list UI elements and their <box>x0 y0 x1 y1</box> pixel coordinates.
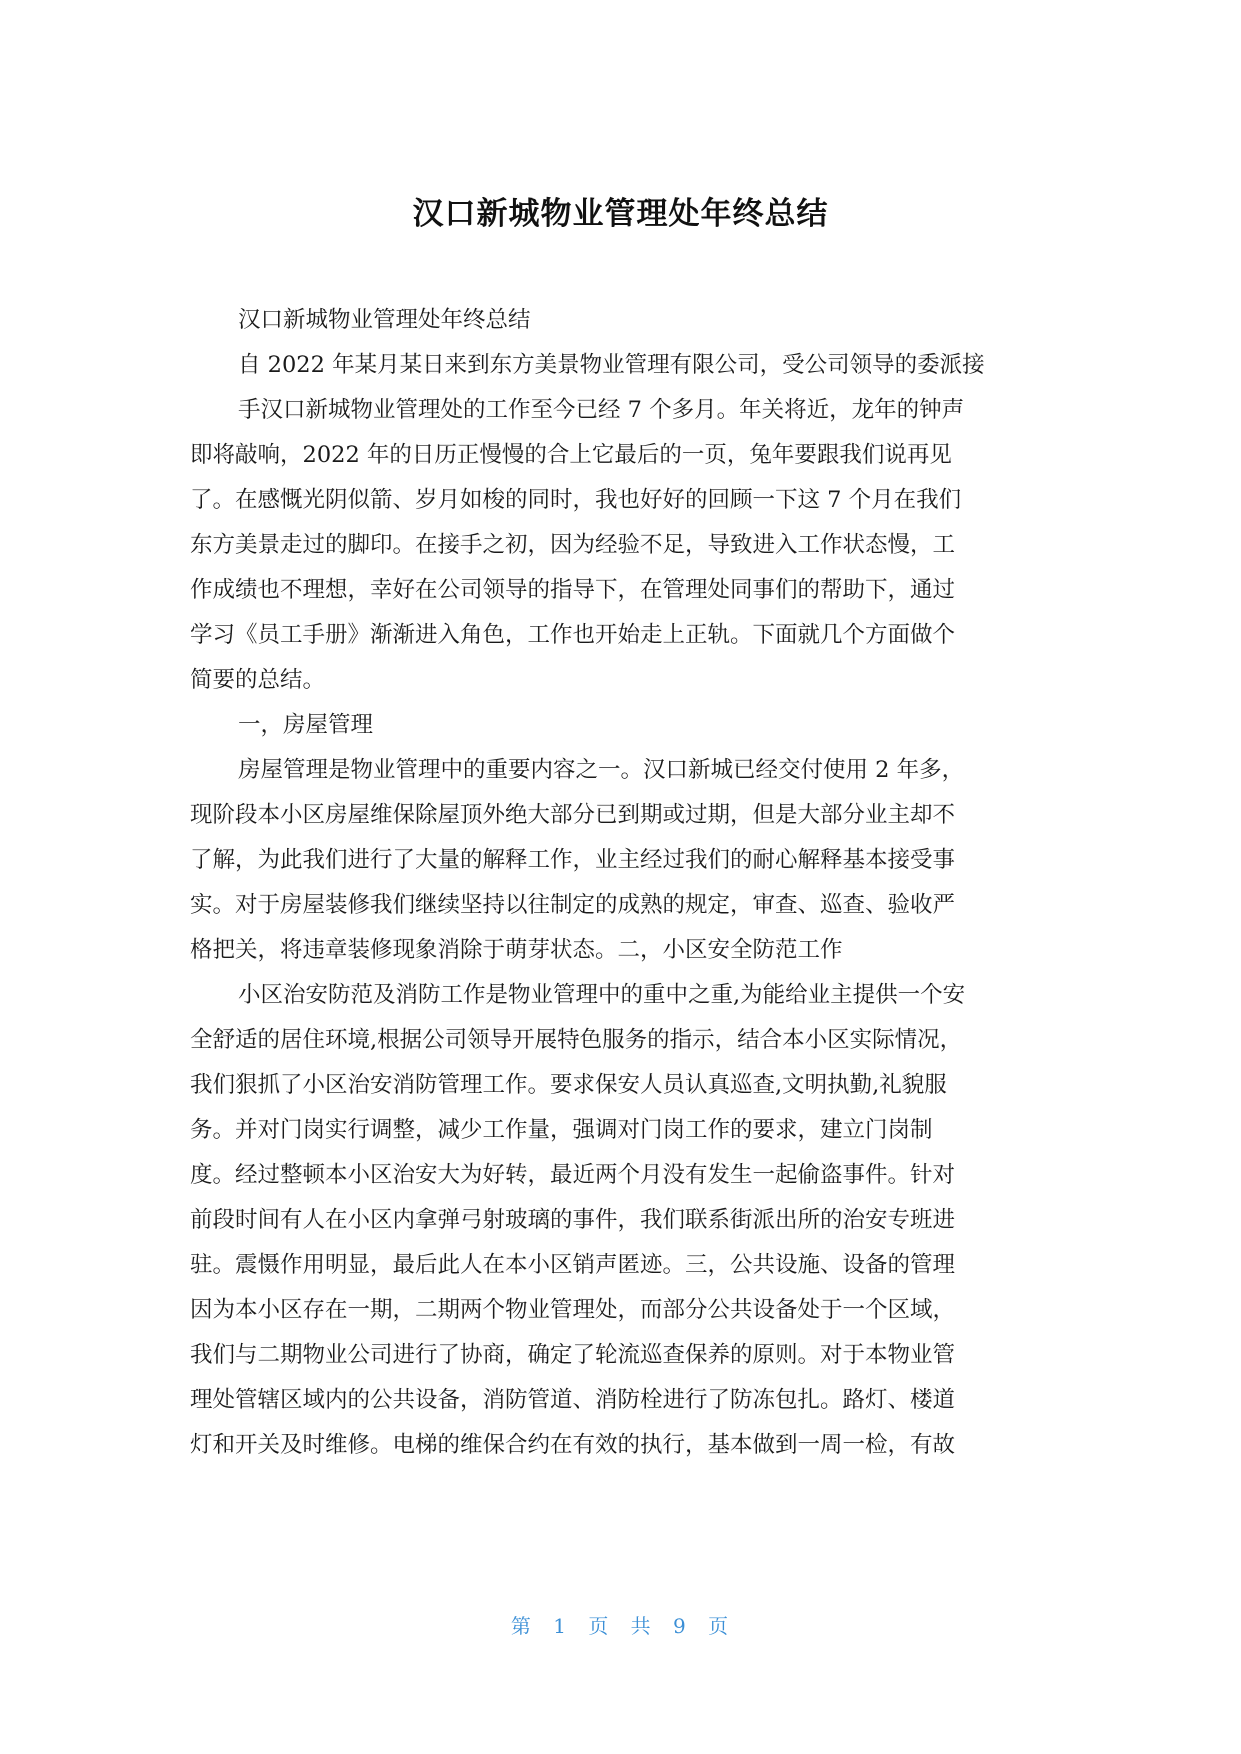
text-line: 度。经过整顿本小区治安大为好转，最近两个月没有发生一起偷盗事件。针对 <box>190 1162 956 1188</box>
text-line: 实。对于房屋装修我们继续坚持以往制定的成熟的规定，审查、巡查、验收严 <box>190 892 956 918</box>
text-line: 灯和开关及时维修。电梯的维保合约在有效的执行，基本做到一周一检，有故 <box>190 1432 956 1458</box>
text-line: 作成绩也不理想，幸好在公司领导的指导下，在管理处同事们的帮助下，通过 <box>190 577 956 603</box>
text-line: 手汉口新城物业管理处的工作至今已经 7 个多月。年关将近，龙年的钟声 <box>238 397 965 423</box>
text-line: 全舒适的居住环境,根据公司领导开展特色服务的指示，结合本小区实际情况， <box>190 1027 963 1053</box>
text-line: 东方美景走过的脚印。在接手之初，因为经验不足，导致进入工作状态慢，工 <box>190 532 956 558</box>
text-line: 自 2022 年某月某日来到东方美景物业管理有限公司，受公司领导的委派接 <box>238 352 985 378</box>
text-line: 即将敲响，2022 年的日历正慢慢的合上它最后的一页，兔年要跟我们说再见 <box>190 442 952 468</box>
text-line: 我们与二期物业公司进行了协商，确定了轮流巡查保养的原则。对于本物业管 <box>190 1342 956 1368</box>
text-line: 格把关，将违章装修现象消除于萌芽状态。二，小区安全防范工作 <box>190 937 843 963</box>
page-number-footer: 第 1 页 共 9 页 <box>510 1614 731 1638</box>
text-line: 了。在感慨光阴似箭、岁月如梭的同时，我也好好的回顾一下这 7 个月在我们 <box>190 487 962 513</box>
text-line: 房屋管理是物业管理中的重要内容之一。汉口新城已经交付使用 2 年多， <box>238 757 965 783</box>
text-line: 我们狠抓了小区治安消防管理工作。要求保安人员认真巡查,文明执勤,礼貌服 <box>190 1072 947 1098</box>
text-line: 了解，为此我们进行了大量的解释工作，业主经过我们的耐心解释基本接受事 <box>190 847 956 873</box>
text-line: 汉口新城物业管理处年终总结 <box>238 307 531 333</box>
text-line: 务。并对门岗实行调整，减少工作量，强调对门岗工作的要求，建立门岗制 <box>190 1117 933 1143</box>
section-heading: 一，房屋管理 <box>238 712 374 738</box>
page-title: 汉口新城物业管理处年终总结 <box>412 196 829 232</box>
text-line: 理处管辖区域内的公共设备，消防管道、消防栓进行了防冻包扎。路灯、楼道 <box>190 1387 956 1413</box>
text-line: 学习《员工手册》渐渐进入角色，工作也开始走上正轨。下面就几个方面做个 <box>190 622 956 648</box>
text-line: 现阶段本小区房屋维保除屋顶外绝大部分已到期或过期，但是大部分业主却不 <box>190 802 956 828</box>
text-line: 前段时间有人在小区内拿弹弓射玻璃的事件，我们联系街派出所的治安专班进 <box>190 1207 956 1233</box>
text-line: 小区治安防范及消防工作是物业管理中的重中之重,为能给业主提供一个安 <box>238 982 966 1008</box>
text-line: 驻。震慑作用明显，最后此人在本小区销声匿迹。三，公共设施、设备的管理 <box>190 1252 956 1278</box>
text-line: 因为本小区存在一期，二期两个物业管理处，而部分公共设备处于一个区域， <box>190 1297 956 1323</box>
text-line: 简要的总结。 <box>190 667 326 693</box>
